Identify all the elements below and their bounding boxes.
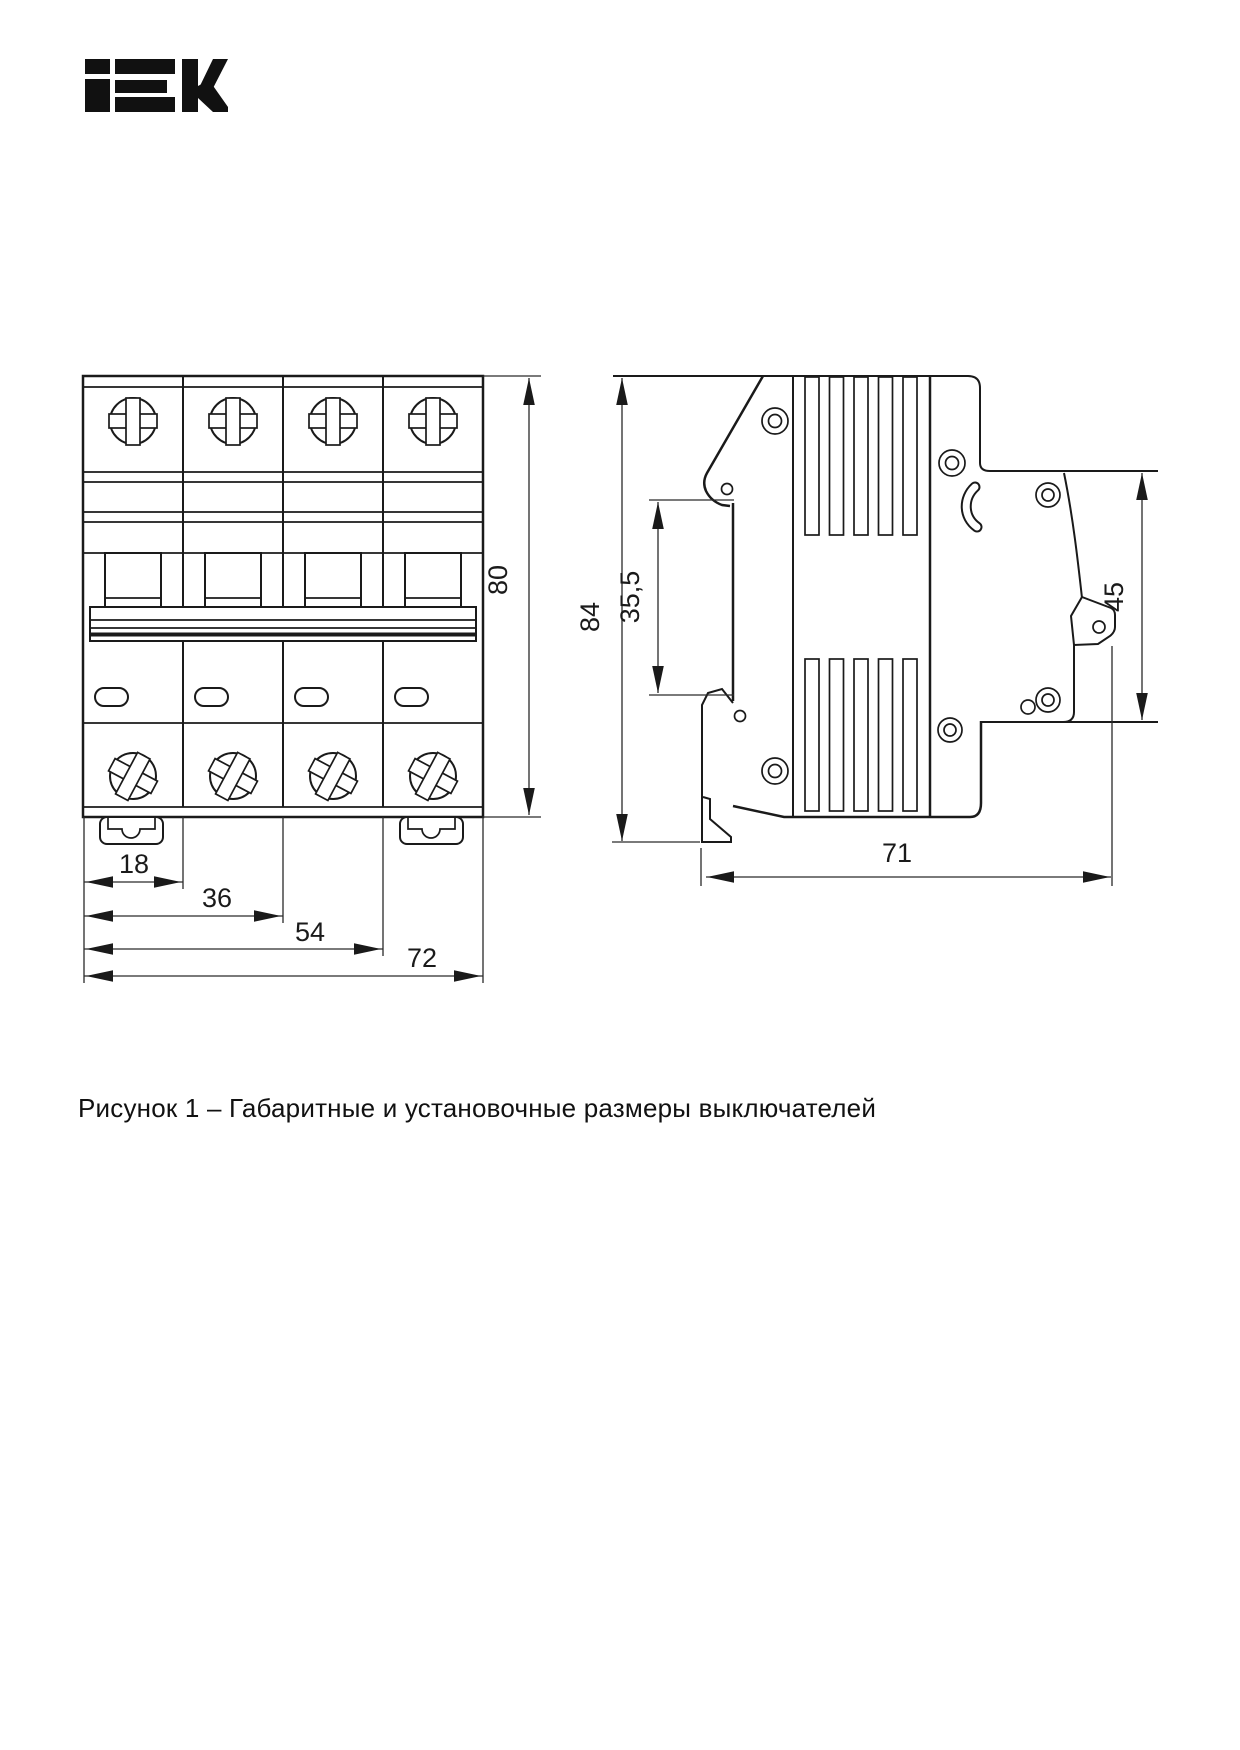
handle-tie-bar [90,607,476,641]
dim-label-35-5: 35,5 [615,570,645,624]
figure-caption: Рисунок 1 – Габаритные и установочные размеры выключателей [78,1093,877,1123]
side-slope-edge [704,376,763,506]
dim-label-72: 72 [406,943,438,973]
dim-label-18: 18 [118,849,150,879]
rivet [762,758,788,784]
logo-i-dot [85,59,110,74]
toggle-handle [405,553,461,610]
terminal-screw-top [409,398,457,445]
vent-slots-top [805,377,917,535]
curved-slot [966,487,977,527]
front-height-dimension [483,376,541,817]
rivet [939,450,965,476]
logo-e-bottom-bar [115,97,175,112]
din-recess-dimension [615,500,734,695]
marking-window [295,688,328,706]
marking-window [395,688,428,706]
din-clip [400,817,463,844]
terminal-screw-top [309,398,357,445]
vent-slots-bottom [805,659,917,811]
toggle-handle [305,553,361,610]
hook-pin [722,484,733,495]
rivet [1036,688,1060,712]
rivet [1036,483,1060,507]
logo-e-top-bar [115,59,175,74]
logo-e-mid-bar [115,80,167,93]
logo-i-stem [85,79,110,112]
toggle-handle [105,553,161,610]
dim-label-71: 71 [881,838,913,868]
dim-label-36: 36 [201,883,233,913]
iek-logo [85,59,228,112]
din-clip-foot [702,689,733,842]
terminal-screw-top [109,398,157,445]
front-face-dimension [1099,473,1148,720]
side-view-drawing [575,376,1158,886]
pin-hole [1021,700,1035,714]
din-clip [100,817,163,844]
rivet [762,408,788,434]
front-view-drawing [83,376,541,983]
rivet [938,718,962,742]
marking-window [195,688,228,706]
logo-k-stem [182,59,198,112]
dim-label-80: 80 [483,564,513,596]
toggle-handle [205,553,261,610]
marking-window [95,688,128,706]
dim-label-45: 45 [1099,581,1129,613]
terminal-screw-top [209,398,257,445]
dim-label-84: 84 [575,601,605,633]
dim-label-54: 54 [294,917,326,947]
terminal-face-curve [1064,473,1082,598]
hook-pin [735,711,746,722]
latch-pin [1093,621,1105,633]
